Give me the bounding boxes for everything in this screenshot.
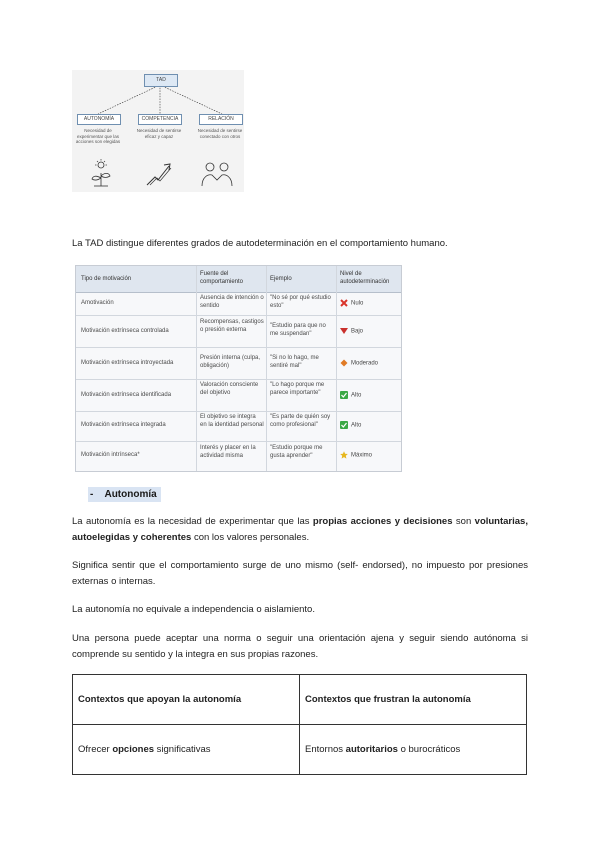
- paragraph-not-independence: La autonomía no equivale a independencia o aislamiento.: [72, 604, 315, 615]
- row-type: Motivación extrínseca integrada: [81, 422, 166, 428]
- paragraph-definition: La autonomía es la necesidad de experimentar que las propias acciones y decisiones son voluntarias, autoelegidas y coherentes con los valores personales.: [72, 516, 528, 543]
- check-icon: [340, 421, 348, 429]
- row-level: Moderado: [340, 359, 378, 368]
- header-frustrate: Contextos que frustran la autonomía: [300, 675, 527, 725]
- row-example: "No sé por qué estudio esto": [270, 295, 331, 309]
- header-level: Nivel de autodeterminación: [340, 271, 390, 285]
- row-example: "Si no lo hago, me sentiré mal": [270, 355, 319, 369]
- row-example: "Estudio para que no me suspendan": [270, 323, 326, 337]
- section-heading-autonomia: [88, 487, 161, 502]
- row-type: Motivación extrínseca controlada: [81, 328, 169, 334]
- row-example: "Es parte de quién soy como profesional": [270, 414, 331, 428]
- triangle-down-icon: [340, 327, 348, 335]
- diagram-node-competencia: COMPETENCIA: [138, 114, 182, 125]
- table-row: [73, 675, 527, 725]
- row-type: Motivación extrínseca identificada: [81, 392, 172, 398]
- header-example: Ejemplo: [270, 276, 292, 282]
- growth-arrow-icon: [143, 158, 177, 188]
- row-level: Bajo: [340, 327, 363, 336]
- row-level: Alto: [340, 421, 361, 430]
- heading-bullet: -: [90, 489, 94, 500]
- header-support: Contextos que apoyan la autonomía: [73, 675, 300, 725]
- star-icon: [340, 451, 348, 459]
- tad-motivation-table: [75, 265, 402, 472]
- row-level: Alto: [340, 391, 361, 400]
- diagram-desc-relacion: Necesidad de sentirse conectado con otros: [197, 128, 243, 139]
- diagram-node-autonomia: AUTONOMÍA: [77, 114, 121, 125]
- check-icon: [340, 391, 348, 399]
- diamond-icon: [340, 359, 348, 367]
- paragraph-accept-norm: Una persona puede aceptar una norma o seguir una orientación ajena y seguir siendo autónoma si comprende su sentido y la integra en sus propias razones.: [72, 633, 528, 660]
- row-type: Motivación extrínseca introyectada: [81, 360, 174, 366]
- row-source: Presión interna (culpa, obligación): [200, 355, 261, 369]
- row-level: Máximo: [340, 451, 372, 460]
- row-example: "Estudio porque me gusta aprender": [270, 445, 323, 459]
- row-source: Interés y placer en la actividad misma: [200, 445, 256, 459]
- diagram-root: TAD: [144, 74, 178, 87]
- cross-icon: [340, 299, 348, 307]
- diagram-desc-competencia: Necesidad de sentirse eficaz y capaz: [136, 128, 182, 139]
- autonomy-contexts-table: [72, 674, 527, 775]
- diagram-node-relacion: RELACIÓN: [199, 114, 243, 125]
- header-type: Tipo de motivación: [81, 276, 132, 282]
- people-icon: [200, 158, 234, 188]
- cell-support: Ofrecer opciones significativas: [73, 725, 300, 775]
- row-source: Recompensas, castigos o presión externa: [200, 319, 264, 333]
- row-source: Ausencia de intención o sentido: [200, 295, 264, 309]
- intro-paragraph: La TAD distingue diferentes grados de autodeterminación en el comportamiento humano.: [72, 238, 448, 249]
- row-type: Amotivación: [81, 300, 114, 306]
- row-example: "Lo hago porque me parece importante": [270, 382, 325, 396]
- diagram-desc-autonomia: Necesidad de experimentar que las acciones son elegidas: [75, 128, 121, 144]
- cell-frustrate: Entornos autoritarios o burocráticos: [300, 725, 527, 775]
- header-source: Fuente del comportamiento: [200, 271, 244, 285]
- sprout-sun-icon: [84, 158, 118, 188]
- heading-title: Autonomía: [104, 489, 157, 500]
- row-source: Valoración consciente del objetivo: [200, 382, 259, 396]
- table-row: [73, 725, 527, 775]
- tad-diagram: [72, 70, 244, 192]
- row-type: Motivación intrínseca*: [81, 452, 140, 458]
- paragraph-self-endorsed: Significa sentir que el comportamiento surge de uno mismo (self- endorsed), no impuesto por presiones externas o internas.: [72, 560, 528, 587]
- row-source: El objetivo se integra en la identidad personal: [200, 414, 264, 428]
- row-level: Nulo: [340, 299, 363, 308]
